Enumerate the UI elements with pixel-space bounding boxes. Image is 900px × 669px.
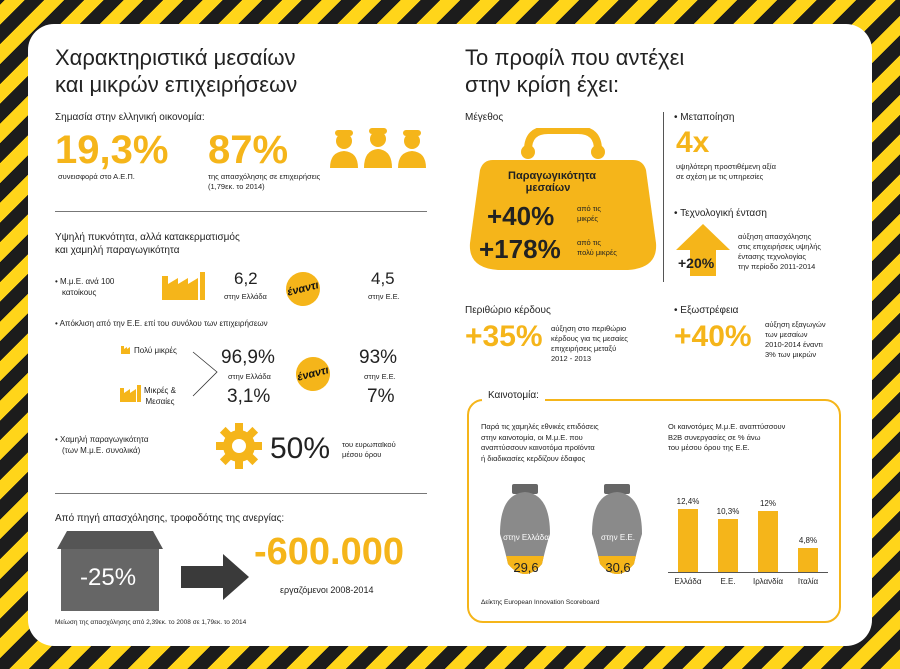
footnote: Μείωση της απασχόλησης από 2,39εκ. το 2008 σε 1,79εκ. το 2014	[55, 619, 247, 626]
export-label-line4: 3% των μικρών	[765, 350, 817, 359]
unemployment-heading: Από πηγή απασχόλησης, τροφοδότης της ανεργίας:	[55, 513, 285, 524]
greece-label: στην Ελλάδα	[228, 372, 271, 381]
purse-title-line2: μεσαίων	[525, 182, 571, 194]
chart-axis	[668, 572, 828, 573]
jobs-value: -600.000	[254, 531, 405, 573]
employment-value: 87%	[208, 128, 289, 172]
productivity-label	[342, 440, 396, 460]
size-heading: Μέγεθος	[465, 112, 504, 123]
gdp-label: συνεισφορά στο Α.Ε.Π.	[58, 172, 135, 181]
left-title	[55, 44, 297, 98]
vertical-divider	[663, 112, 664, 282]
small-medium-label-line2: Μεσαίες	[145, 397, 175, 406]
tech-value: +20%	[678, 255, 715, 271]
greece-small-medium-value: 3,1%	[227, 386, 271, 407]
innovation-text-line2: στην καινοτομία, οι Μ.μ.Ε. που	[481, 432, 583, 442]
tech-label	[738, 232, 821, 272]
medium-vs-very-small-label	[577, 238, 617, 258]
innovation-heading: Καινοτομία:	[482, 390, 545, 401]
medium-vs-small-label	[577, 204, 601, 224]
small-medium-label	[144, 385, 176, 407]
bulb1-label: στην Ελλάδα	[503, 533, 549, 542]
eu-density-value: 4,5	[371, 269, 395, 288]
tech-label-line1: αύξηση απασχόλησης	[738, 232, 812, 241]
gear-icon	[215, 422, 263, 470]
factory-icon	[160, 270, 206, 300]
jobs-label: εργαζόμενοι 2008-2014	[280, 585, 374, 595]
tech-label-line3: έντασης τεχνολογίας	[738, 252, 806, 261]
importance-heading: Σημασία στην ελληνική οικονομία:	[55, 112, 205, 123]
employment-label-line1: της απασχόλησης σε επιχειρήσεις	[208, 172, 321, 181]
margin-label	[551, 324, 628, 364]
left-title-line2: και μικρών επιχειρήσεων	[55, 72, 298, 97]
chart-bar	[678, 509, 698, 572]
density-heading-line2: και χαμηλή παραγωγικότητα	[55, 245, 180, 256]
greece-very-small-value: 96,9%	[221, 347, 275, 368]
chart-category-label: Ελλάδα	[674, 577, 702, 586]
vs-badge: έναντι	[282, 268, 323, 309]
bulb2-value: 30,6	[605, 560, 631, 575]
very-small-label: Πολύ μικρές	[134, 346, 177, 355]
productivity-label-line2: μέσου όρου	[342, 450, 382, 459]
bullet-divergence: • Απόκλιση από την Ε.Ε. επί του συνόλου των επιχειρήσεων	[55, 319, 268, 328]
manufacturing-label	[676, 162, 776, 182]
medium-vs-small-label-line2: μικρές	[577, 214, 598, 223]
innovation-text-line1: Παρά τις χαμηλές εθνικές επιδόσεις	[481, 422, 599, 431]
chart-value-label: 12,4%	[676, 496, 700, 506]
chart-category-label: Ε.Ε.	[720, 577, 736, 586]
productivity-value: 50%	[270, 432, 331, 465]
export-label	[765, 320, 826, 360]
right-title	[465, 44, 684, 98]
chart-text-line3: του μέσου όρου της Ε.Ε.	[668, 443, 750, 452]
tech-label-line2: στις επιχειρήσεις υψηλής	[738, 242, 822, 251]
manufacturing-heading: • Μεταποίηση	[674, 112, 735, 123]
manufacturing-label-line2: σε σχέση με τις υπηρεσίες	[676, 172, 764, 181]
employment-label	[208, 172, 320, 192]
margin-label-line2: κέρδους για τις μεσαίες	[551, 334, 628, 343]
factory-small-icon	[121, 344, 133, 354]
medium-vs-small-value: +40%	[487, 201, 555, 231]
chart-text-line2: B2B συνεργασίες σε % άνω	[668, 432, 761, 442]
chart-text-line1: Οι καινοτόμες Μ.μ.Ε. αναπτύσσουν	[668, 422, 786, 431]
arrow-right-icon	[181, 552, 251, 602]
manufacturing-value: 4x	[676, 126, 710, 159]
eu-density-label: στην Ε.Ε.	[368, 292, 400, 301]
chart-value-label: 12%	[759, 498, 776, 508]
employment-label-line2: (1,79εκ. το 2014)	[208, 182, 265, 191]
export-label-line3: 2010-2014 έναντι	[765, 340, 823, 349]
bracket-lines	[191, 350, 221, 400]
chart-text	[668, 422, 785, 454]
innovation-text	[481, 422, 599, 464]
gdp-value: 19,3%	[55, 128, 169, 172]
left-title-line1: Χαρακτηριστικά μεσαίων	[55, 45, 296, 70]
small-medium-label-line1: Μικρές &	[144, 386, 176, 395]
bullet-per-100-line1: • Μ.μ.Ε. ανά 100	[55, 277, 115, 286]
medium-vs-small-label-line1: από τις	[577, 204, 602, 213]
margin-value: +35%	[465, 320, 543, 353]
b2b-bar-chart	[668, 464, 828, 604]
infographic-card	[28, 24, 872, 646]
manufacturing-label-line1: υψηλότερη προστιθέμενη αξία	[676, 162, 776, 171]
density-heading-line1: Υψηλή πυκνότητα, αλλά κατακερματισμός	[55, 232, 240, 243]
bulb2-label: στην Ε.Ε.	[601, 533, 635, 542]
innovation-text-line3: αναπτύσσουν καινοτόμα προϊόντα	[481, 443, 595, 452]
purse-title-line1: Παραγωγικότητα	[508, 170, 597, 182]
eu-label: στην Ε.Ε.	[364, 372, 396, 381]
export-value: +40%	[674, 320, 752, 353]
chart-bar	[798, 548, 818, 572]
margin-label-line3: επιχειρήσεις μεταξύ	[551, 344, 617, 353]
medium-vs-very-small-value: +178%	[479, 234, 561, 264]
margin-label-line4: 2012 - 2013	[551, 354, 592, 363]
chart-value-label: 4,8%	[798, 535, 818, 545]
innovation-text-line4: ή διαδικασίες κερδίζουν έδαφος	[481, 453, 586, 463]
margin-label-line1: αύξηση στο περιθώριο	[551, 324, 627, 333]
export-label-line1: αύξηση εξαγωγών	[765, 320, 826, 329]
productivity-label-line1: του ευρωπαϊκού	[342, 440, 396, 449]
box-value: -25%	[80, 564, 137, 591]
right-title-line1: Το προφίλ που αντέχει	[465, 45, 685, 70]
chart-category-label: Ιρλανδία	[753, 577, 783, 586]
export-heading: • Εξωστρέφεια	[674, 305, 739, 316]
export-label-line2: των μεσαίων	[765, 330, 808, 339]
density-heading	[55, 231, 240, 257]
greece-density-value: 6,2	[234, 269, 258, 288]
eu-very-small-value: 93%	[359, 347, 398, 368]
chart-category-label: Ιταλία	[797, 577, 819, 586]
right-title-line2: στην κρίση έχει:	[465, 72, 620, 97]
factory-medium-icon	[120, 384, 142, 402]
bullet-per-100	[55, 276, 114, 298]
chart-value-label: 10,3%	[716, 507, 740, 517]
greece-density-label: στην Ελλάδα	[224, 292, 267, 301]
vs-badge-2: έναντι	[292, 353, 333, 394]
innovation-source: Δείκτης European Innovation Scoreboard	[481, 599, 600, 606]
purse-title	[508, 170, 597, 194]
margin-heading: Περιθώριο κέρδους	[465, 305, 551, 316]
divider-2	[55, 493, 427, 494]
divider	[55, 211, 427, 212]
bulb1-value: 29,6	[513, 560, 539, 575]
medium-vs-very-small-label-line2: πολύ μικρές	[577, 248, 617, 257]
chart-bar	[758, 511, 778, 572]
medium-vs-very-small-label-line1: από τις	[577, 238, 602, 247]
eu-small-medium-value: 7%	[367, 386, 395, 407]
chart-bar	[718, 519, 738, 572]
bullet-productivity	[55, 434, 148, 456]
tech-heading: • Τεχνολογική ένταση	[674, 208, 767, 219]
bullet-productivity-line1: • Χαμηλή παραγωγικότητα	[55, 435, 149, 444]
bullet-productivity-line2: (των Μ.μ.Ε. συνολικά)	[62, 446, 141, 455]
bullet-per-100-line2: κατοίκους	[62, 288, 97, 297]
tech-label-line4: την περίοδο 2011-2014	[738, 262, 816, 271]
workers-icon	[328, 124, 428, 170]
